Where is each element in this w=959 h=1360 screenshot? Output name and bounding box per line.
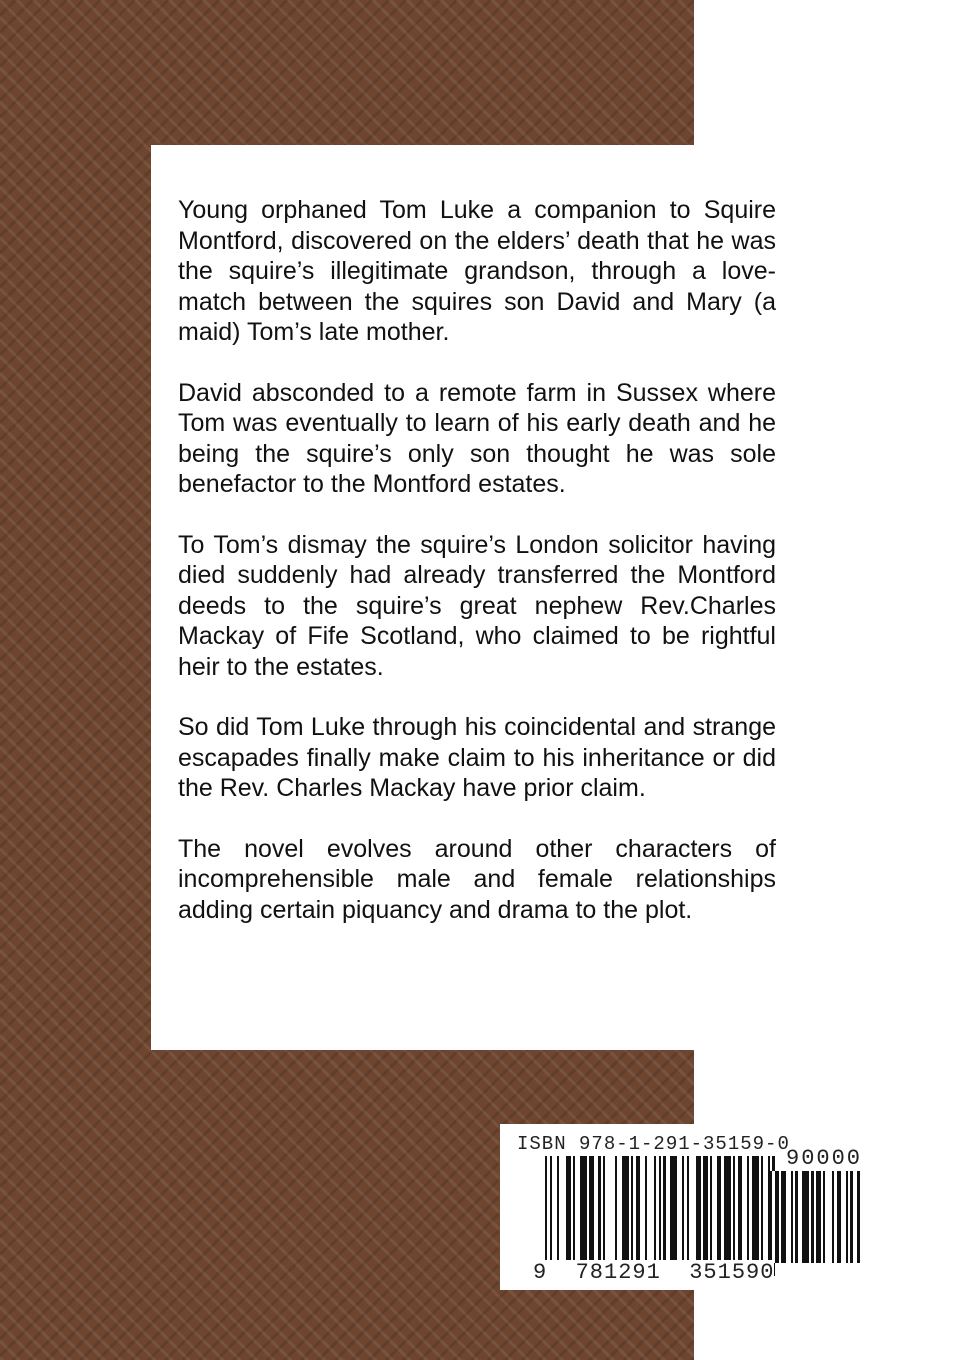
- barcode-bar: [670, 1156, 677, 1276]
- barcode-bar: [825, 1171, 832, 1263]
- blurb-paragraph-2: David absconded to a remote farm in Sussex where Tom was eventually to learn of his early death and he being the squire’s only son thought he was sole benefactor to the Montford estates.: [178, 378, 776, 498]
- blurb-paragraph-3: To Tom’s dismay the squire’s London solicitor having died suddenly had already transferred the Montford deeds to the squire’s great nephew Rev.Charles Mackay of Fife Scotland, who claimed to be rightful heir to the estates.: [178, 530, 776, 681]
- barcode-bar: [724, 1156, 731, 1276]
- blurb-text: [178, 195, 776, 955]
- barcode-addon-digits: 90000: [786, 1146, 863, 1171]
- blurb-paragraph-4: So did Tom Luke through his coincidental and strange escapades finally make claim to his inheritance or did the Rev. Charles Mackay have prior claim.: [178, 713, 776, 802]
- barcode-bar: [802, 1171, 809, 1263]
- barcode-bar: [580, 1156, 587, 1276]
- barcode-bar: [860, 1171, 862, 1263]
- isbn-label: ISBN 978-1-291-35159-0: [517, 1133, 790, 1155]
- barcode-bar: [689, 1156, 696, 1276]
- blurb-paragraph-1: Young orphaned Tom Luke a companion to Squire Montford, discovered on the elders’ death that he was the squire’s illegitimate grandson, through a love-match between the squires son David and Mary (a maid) Tom’s late mother.: [178, 196, 776, 346]
- barcode-bar: [605, 1156, 614, 1276]
- blurb-panel: [151, 145, 776, 1050]
- barcode-ean-digits: 9 781291 351590: [533, 1260, 775, 1285]
- barcode-bar: [647, 1156, 654, 1276]
- barcode-bar: [752, 1156, 759, 1276]
- barcode-addon-bars: [770, 1171, 875, 1263]
- isbn-barcode: [500, 1124, 893, 1290]
- barcode-bar: [559, 1156, 566, 1276]
- barcode-bar: [622, 1156, 629, 1276]
- blurb-paragraph-5: The novel evolves around other characters of incomprehensible male and female relationships adding certain piquancy and drama to the plot.: [178, 834, 776, 924]
- barcode-main-bars: [545, 1156, 775, 1276]
